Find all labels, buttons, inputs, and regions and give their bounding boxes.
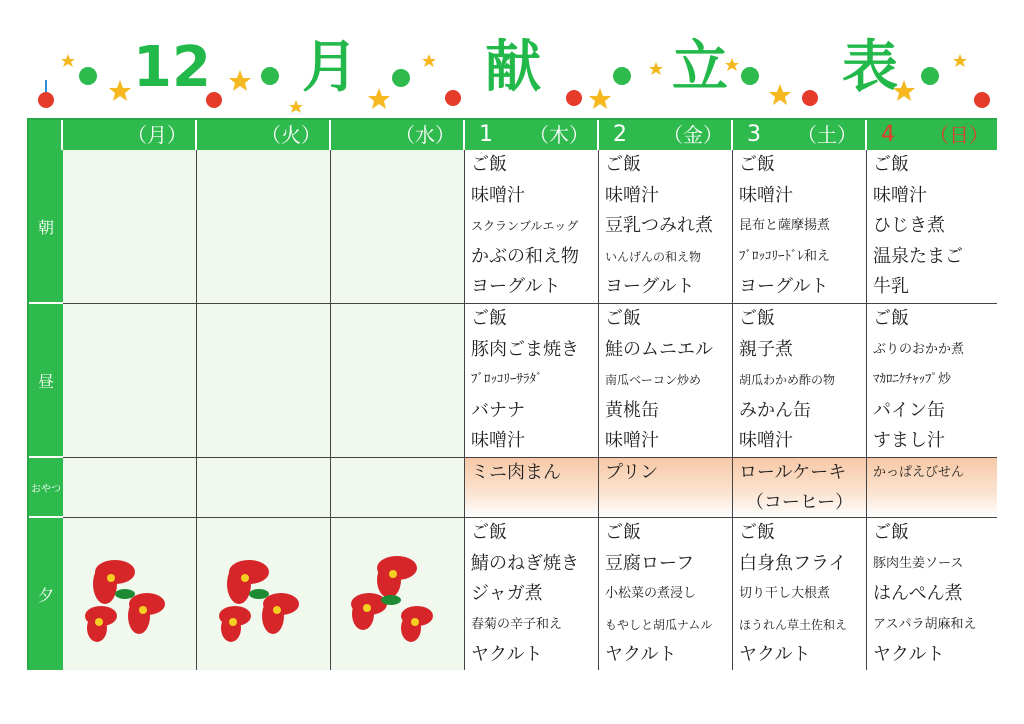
menu-item: ヤクルト xyxy=(471,644,543,666)
title-banner xyxy=(0,0,1024,118)
menu-item: 白身魚フライ xyxy=(739,552,847,574)
day-of-week: （火） xyxy=(261,123,321,147)
empty-cell xyxy=(331,304,465,458)
menu-item: ヨーグルト xyxy=(605,276,695,298)
menu-item: 牛乳 xyxy=(873,276,909,298)
menu-item: 温泉たまご xyxy=(873,245,963,267)
menu-item: ご飯 xyxy=(873,154,909,175)
menu-item: 味噌汁 xyxy=(471,430,525,452)
menu-item: 味噌汁 xyxy=(605,184,659,206)
menu-item: ジャガ煮 xyxy=(471,583,543,605)
dinner-cell-sun xyxy=(867,518,997,670)
menu-item: ご飯 xyxy=(873,308,909,329)
menu-item: ﾏｶﾛﾆｹﾁｬｯﾌﾟ炒 xyxy=(873,372,952,388)
menu-item: 味噌汁 xyxy=(471,184,525,206)
menu-item: ヨーグルト xyxy=(739,276,829,298)
poinsettia-icon xyxy=(345,544,445,644)
row-label-snack: おやつ xyxy=(29,458,63,518)
menu-item: ご飯 xyxy=(739,154,775,175)
menu-item: ご飯 xyxy=(471,522,507,543)
empty-cell xyxy=(63,458,197,518)
menu-item: 豚肉ごま焼き xyxy=(471,338,579,360)
breakfast-cell-sun xyxy=(867,150,997,304)
menu-item: 昆布と薩摩揚煮 xyxy=(739,218,831,234)
poinsettia-cell xyxy=(63,518,197,670)
menu-item: ご飯 xyxy=(605,522,641,543)
menu-item: ヤクルト xyxy=(605,644,677,666)
dinner-cell-thu xyxy=(465,518,599,670)
day-of-week: （木） xyxy=(529,123,589,147)
menu-item: 豆腐ローフ xyxy=(605,552,695,574)
menu-item: 小松菜の煮浸し xyxy=(605,586,697,602)
menu-item: 胡瓜わかめ酢の物 xyxy=(739,373,836,388)
day-number: 3 xyxy=(747,122,761,147)
breakfast-cell-thu xyxy=(465,150,599,304)
day-number: 4 xyxy=(881,122,895,147)
menu-item: バナナ xyxy=(471,399,525,421)
menu-item: 味噌汁 xyxy=(739,430,793,452)
ornament-decoration xyxy=(365,40,475,118)
menu-item: 春菊の辛子和え xyxy=(471,616,563,632)
menu-item: かぶの和え物 xyxy=(471,245,579,267)
header-corner xyxy=(29,120,63,150)
menu-item: 豆乳つみれ煮 xyxy=(605,215,713,237)
menu-item: ミニ肉まん xyxy=(471,462,561,483)
header-day-tue xyxy=(197,120,331,150)
header-day-sat xyxy=(733,120,867,150)
menu-item: すまし汁 xyxy=(873,430,945,452)
header-day-sun xyxy=(867,120,997,150)
row-label-breakfast: 朝 xyxy=(29,150,63,304)
menu-item: もやしと胡瓜ナムル xyxy=(605,617,713,632)
poinsettia-icon xyxy=(77,544,177,644)
breakfast-cell-fri xyxy=(599,150,733,304)
ornament-decoration xyxy=(890,40,1000,118)
row-label-dinner: 夕 xyxy=(29,518,63,670)
menu-item: プリン xyxy=(605,462,659,483)
ornament-decoration xyxy=(560,40,670,118)
empty-cell xyxy=(63,150,197,304)
snack-cell-sat xyxy=(733,458,867,518)
header-day-wed xyxy=(331,120,465,150)
empty-cell xyxy=(197,150,331,304)
title-month-char: 月 xyxy=(302,35,358,100)
menu-item: ご飯 xyxy=(605,308,641,329)
day-of-week: （金） xyxy=(663,123,723,147)
title-char-hyou: 表 xyxy=(842,35,898,100)
day-number: 1 xyxy=(479,122,493,147)
menu-item: ご飯 xyxy=(739,308,775,329)
menu-item: ご飯 xyxy=(605,154,641,175)
menu-item: ぶりのおかか煮 xyxy=(873,341,965,357)
menu-item: 鮭のムニエル xyxy=(605,338,713,360)
menu-item: ご飯 xyxy=(739,522,775,543)
snack-cell-sun xyxy=(867,458,997,518)
title-char-date: 立 xyxy=(672,35,728,100)
menu-item: 味噌汁 xyxy=(605,430,659,452)
day-of-week: （日） xyxy=(929,123,989,147)
menu-item: ヤクルト xyxy=(873,644,945,666)
menu-item: （コーヒー） xyxy=(745,492,854,513)
menu-item: 味噌汁 xyxy=(873,184,927,206)
empty-cell xyxy=(331,150,465,304)
header-day-fri xyxy=(599,120,733,150)
menu-item: 切り干し大根煮 xyxy=(739,586,831,602)
breakfast-cell-sat xyxy=(733,150,867,304)
title-char-ken: 献 xyxy=(485,35,541,100)
poinsettia-cell xyxy=(331,518,465,670)
row-label-lunch: 昼 xyxy=(29,304,63,458)
menu-item: 南瓜ベーコン炒め xyxy=(605,373,702,388)
ornament-decoration xyxy=(32,40,142,118)
menu-item: 豚肉生姜ソース xyxy=(873,555,964,571)
menu-item: 親子煮 xyxy=(739,338,793,360)
menu-item: 鯖のねぎ焼き xyxy=(471,552,579,574)
lunch-cell-sat xyxy=(733,304,867,458)
menu-item: 味噌汁 xyxy=(739,184,793,206)
menu-table xyxy=(27,118,997,670)
day-of-week: （土） xyxy=(797,123,857,147)
snack-cell-fri xyxy=(599,458,733,518)
menu-item: ﾌﾞﾛｯｺﾘｰｻﾗﾀﾞ xyxy=(471,372,543,388)
menu-item: ひじき煮 xyxy=(873,215,945,237)
poinsettia-cell xyxy=(197,518,331,670)
menu-item: ヤクルト xyxy=(739,644,811,666)
snack-cell-thu xyxy=(465,458,599,518)
ornament-decoration xyxy=(720,40,830,118)
empty-cell xyxy=(63,304,197,458)
header-day-mon xyxy=(63,120,197,150)
lunch-cell-fri xyxy=(599,304,733,458)
menu-item: ﾌﾞﾛｯｺﾘｰﾄﾞﾚ和え xyxy=(739,248,831,264)
header-day-thu xyxy=(465,120,599,150)
ornament-decoration xyxy=(200,40,310,118)
menu-item: パイン缶 xyxy=(873,399,945,421)
menu-item: ご飯 xyxy=(873,522,909,543)
menu-item: 黄桃缶 xyxy=(605,399,659,421)
dinner-cell-fri xyxy=(599,518,733,670)
menu-item: みかん缶 xyxy=(739,399,811,421)
poinsettia-icon xyxy=(211,544,311,644)
empty-cell xyxy=(197,458,331,518)
menu-item: ご飯 xyxy=(471,154,507,175)
title-month-number: 12 xyxy=(133,35,211,100)
day-of-week: （水） xyxy=(395,123,455,147)
menu-item: かっぱえびせん xyxy=(873,465,965,480)
lunch-cell-sun xyxy=(867,304,997,458)
empty-cell xyxy=(197,304,331,458)
day-number: 2 xyxy=(613,122,627,147)
menu-item: ほうれん草土佐和え xyxy=(739,617,848,632)
menu-item: アスパラ胡麻和え xyxy=(873,616,977,632)
menu-item: ヨーグルト xyxy=(471,276,561,298)
lunch-cell-thu xyxy=(465,304,599,458)
day-of-week: （月） xyxy=(127,123,187,147)
menu-item: ロールケーキ xyxy=(739,462,847,483)
menu-item: はんぺん煮 xyxy=(873,583,963,605)
menu-item: いんげんの和え物 xyxy=(605,249,702,264)
empty-cell xyxy=(331,458,465,518)
menu-item: スクランブルエッグ xyxy=(471,219,579,234)
dinner-cell-sat xyxy=(733,518,867,670)
menu-item: ご飯 xyxy=(471,308,507,329)
